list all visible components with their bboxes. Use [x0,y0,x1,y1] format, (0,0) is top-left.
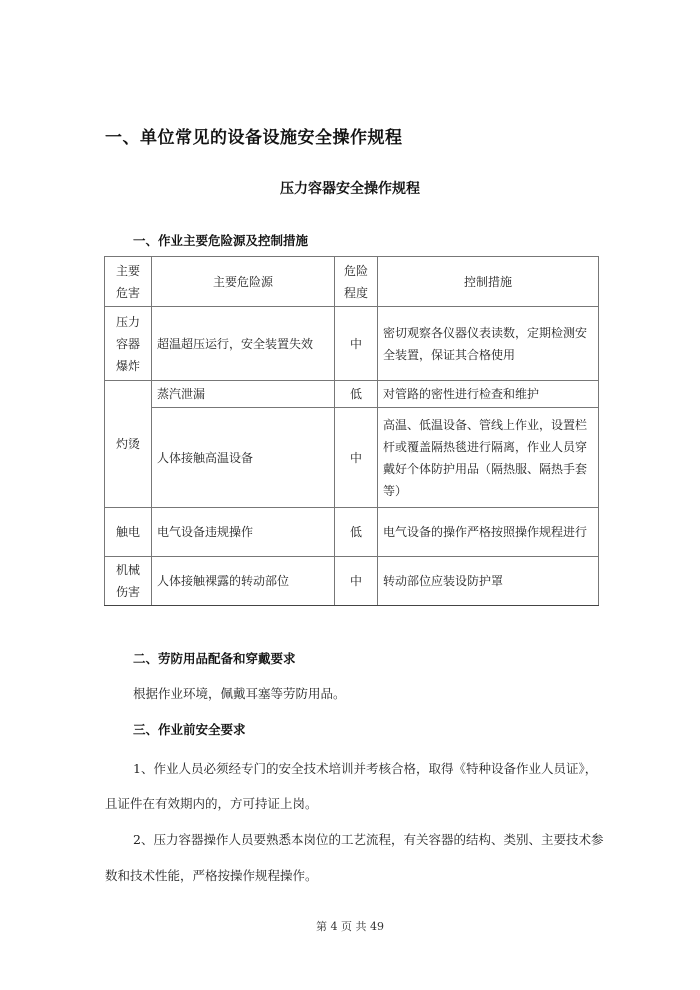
control-cell: 电气设备的操作严格按照操作规程进行 [378,508,599,557]
section1-heading: 一、作业主要危险源及控制措施 [133,233,309,248]
section2-text: 根据作业环境，佩戴耳塞等劳防用品。 [133,686,346,701]
hazard-cell: 灼烫 [105,381,152,508]
header-hazard-source: 主要危险源 [152,257,335,307]
section3-item1-line2: 且证件在有效期内的，方可持证上岗。 [105,796,318,811]
hazard-control-table [104,256,599,606]
table-header-row [105,257,599,307]
control-cell: 对管路的密性进行检查和维护 [378,381,599,408]
source-cell: 超温超压运行，安全装置失效 [152,307,335,381]
table-row [105,508,599,557]
hazard-cell: 压力 容器 爆炸 [105,307,152,381]
header-main-hazard: 主要 危害 [105,257,152,307]
header-control-measures: 控制措施 [378,257,599,307]
level-cell: 中 [335,557,378,606]
control-cell: 转动部位应装设防护罩 [378,557,599,606]
source-cell: 电气设备违规操作 [152,508,335,557]
chapter-title: 一、单位常见的设备设施安全操作规程 [105,128,403,148]
section3-item1-line1: 1、作业人员必须经专门的安全技术培训并考核合格，取得《特种设备作业人员证》， [133,761,598,776]
level-cell: 中 [335,307,378,381]
hazard-cell: 触电 [105,508,152,557]
hazard-cell: 机械 伤害 [105,557,152,606]
header-risk-level: 危险 程度 [335,257,378,307]
section3-heading: 三、作业前安全要求 [133,722,246,737]
table-row [105,307,599,381]
section2-heading: 二、劳防用品配备和穿戴要求 [133,651,296,666]
source-cell: 蒸汽泄漏 [152,381,335,408]
control-cell: 密切观察各仪器仪表读数，定期检测安全装置，保证其合格使用 [378,307,599,381]
section3-item2-line2: 数和技术性能，严格按操作规程操作。 [105,868,318,883]
level-cell: 中 [335,408,378,508]
source-cell: 人体接触裸露的转动部位 [152,557,335,606]
table-row [105,381,599,408]
level-cell: 低 [335,381,378,408]
section3-item2-line1: 2、压力容器操作人员要熟悉本岗位的工艺流程，有关容器的结构、类别、主要技术参 [133,832,604,847]
table-row [105,408,599,508]
page-footer: 第 4 页 共 49 [316,920,384,933]
table-row [105,557,599,606]
level-cell: 低 [335,508,378,557]
source-cell: 人体接触高温设备 [152,408,335,508]
control-cell: 高温、低温设备、管线上作业，设置栏杆或覆盖隔热毯进行隔离，作业人员穿戴好个体防护用品（隔热服、隔热手套等） [378,408,599,508]
document-title: 压力容器安全操作规程 [280,181,420,197]
